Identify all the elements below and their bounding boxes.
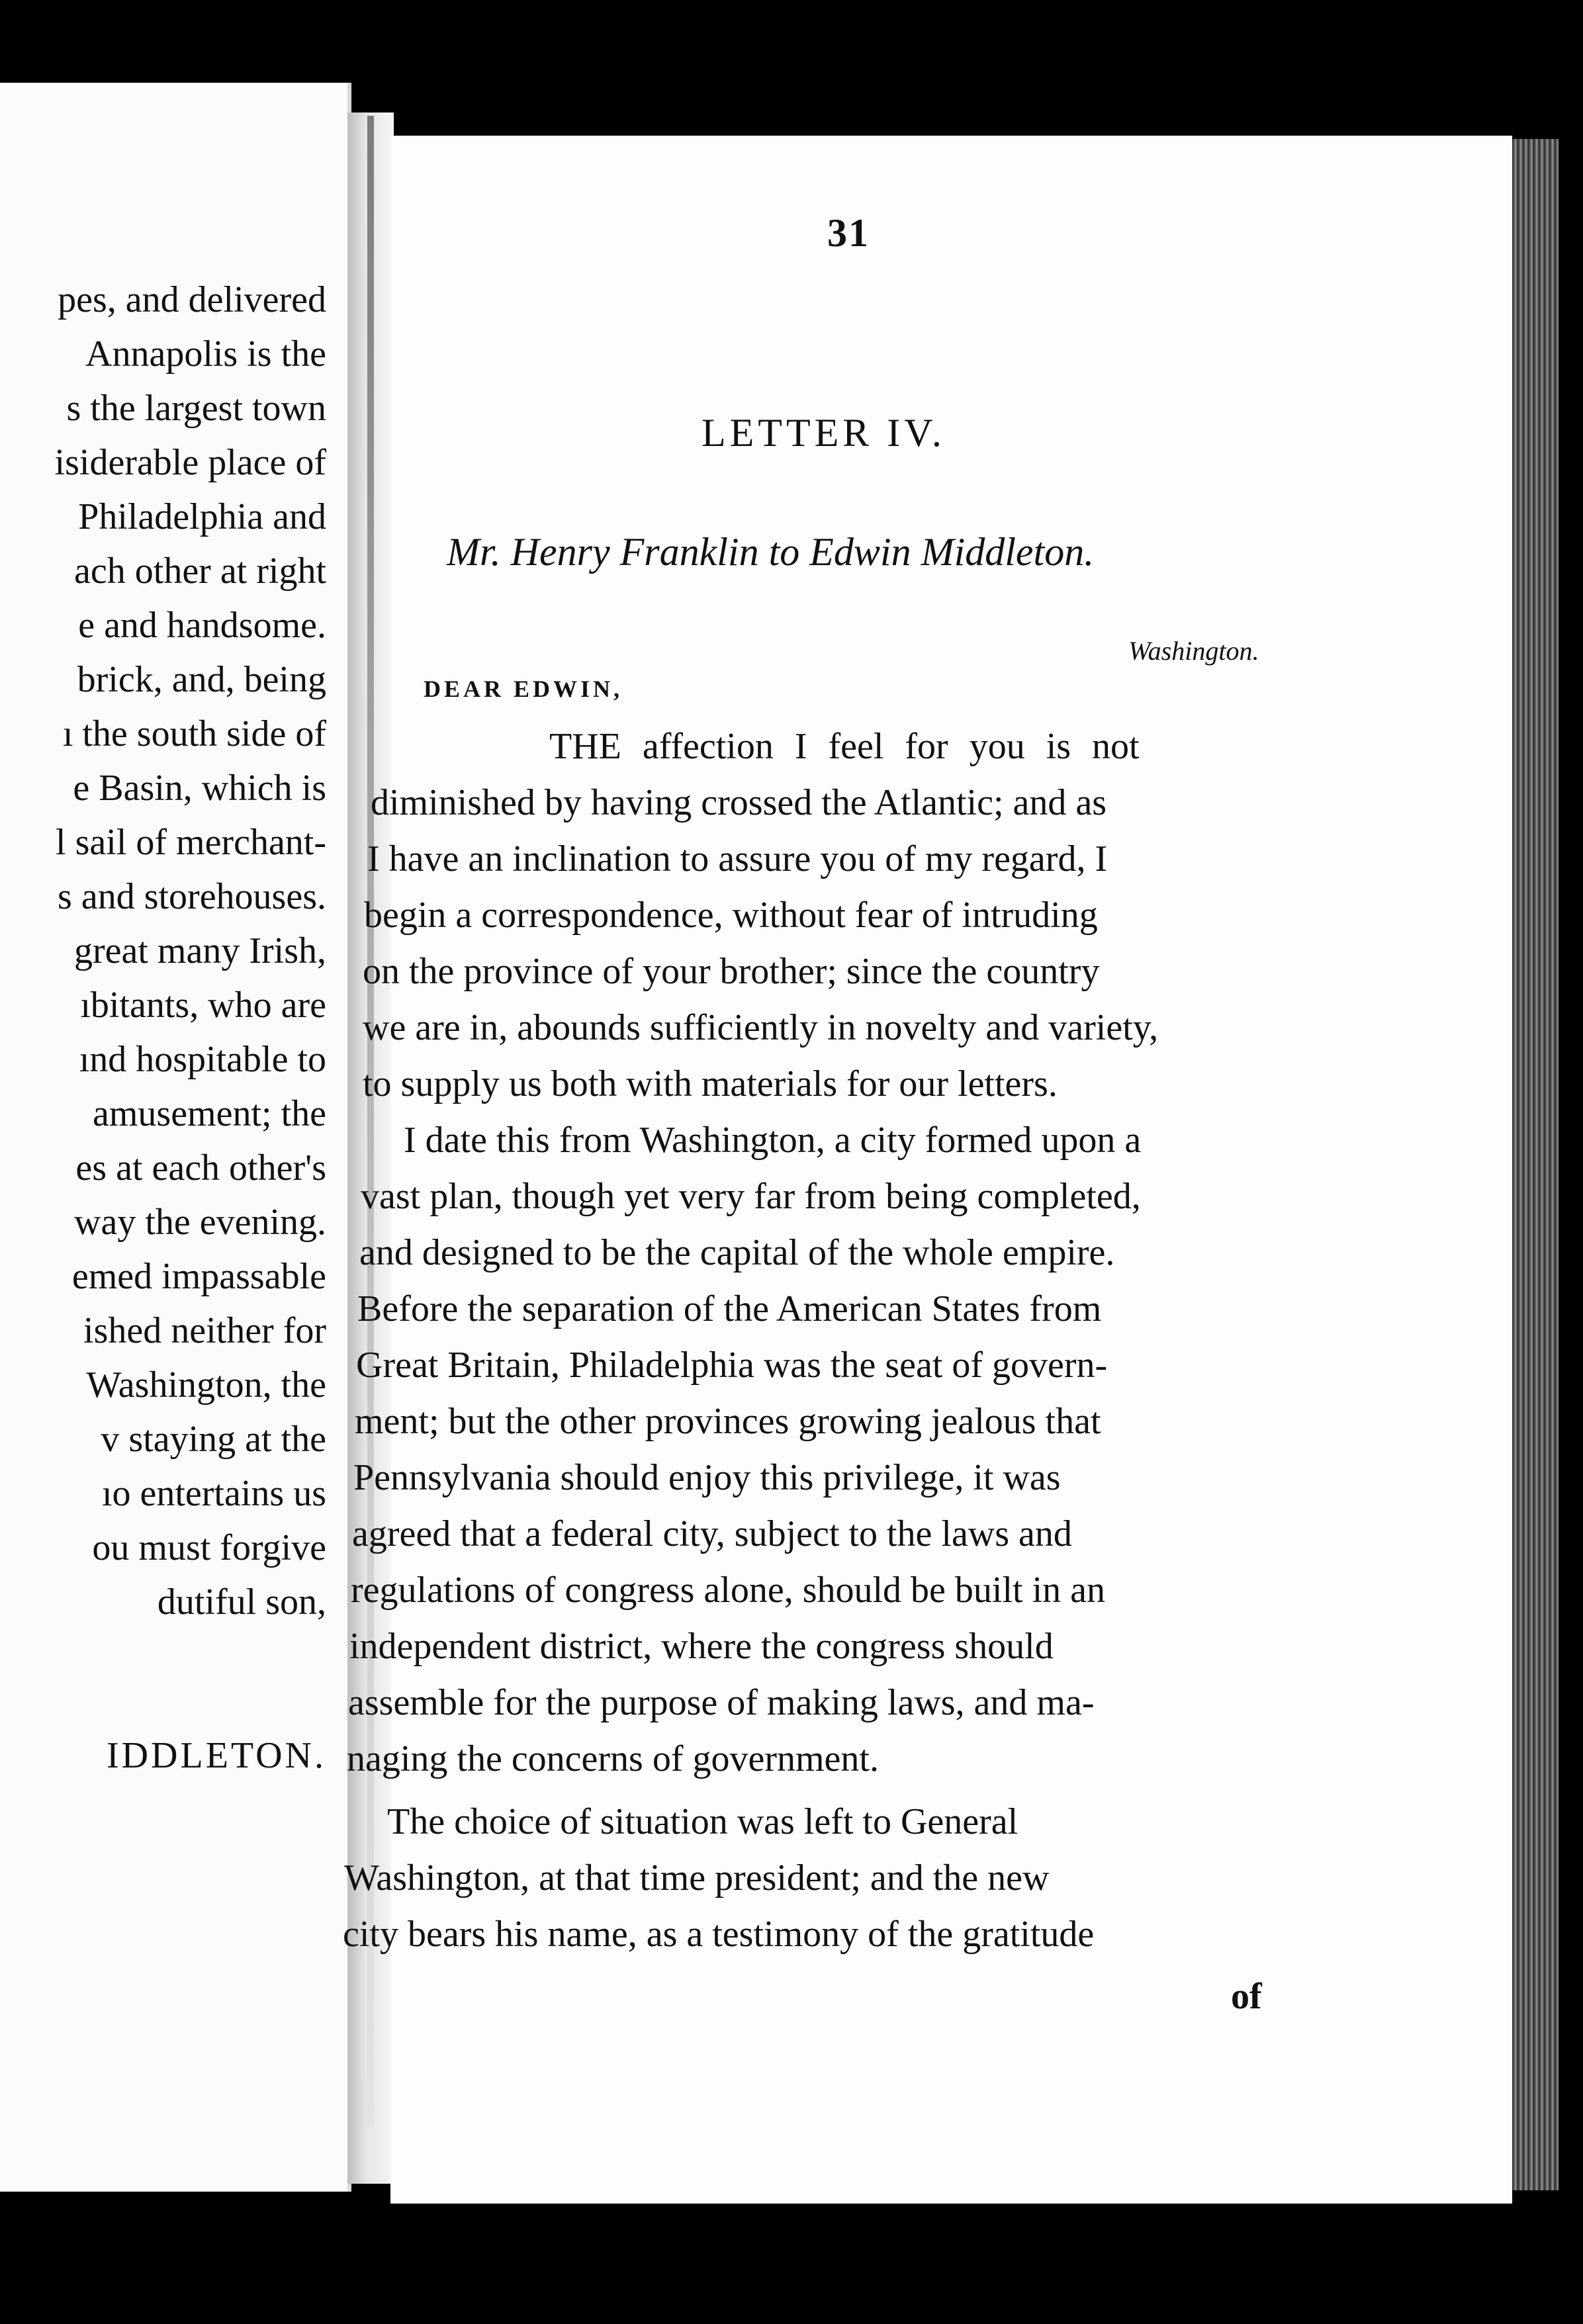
left-page-line: ıbitants, who are [80,985,326,1026]
body-line: Before the separation of the American States from [357,1288,1102,1329]
left-page-line: Annapolis is the [85,334,326,375]
left-page-line: ıo entertains us [101,1473,326,1514]
left-page-line: ınd hospitable to [79,1039,326,1080]
left-page-signature: IDDLETON. [106,1735,326,1776]
body-line: I date this from Washington, a city formed upon a [404,1120,1142,1161]
body-line: naging the concerns of government. [347,1738,879,1779]
left-page-line: e and handsome. [78,605,326,646]
body-line: and designed to be the capital of the whole empire. [359,1232,1115,1273]
body-line: assemble for the purpose of making laws, and ma- [348,1682,1095,1723]
body-line: city bears his name, as a testimony of the gratitude [343,1914,1095,1955]
left-page-line: Philadelphia and [78,496,326,537]
body-line: independent district, where the congress should [349,1626,1054,1667]
left-page-line: ı the south side of [62,713,326,754]
left-page-line: great many Irish, [74,930,326,971]
letter-place: Washington. [1128,636,1259,666]
letter-subtitle: Mr. Henry Franklin to Edwin Middleton. [447,530,1095,574]
left-page-line: pes, and delivered [58,279,326,320]
left-page-line: ou must forgive [92,1527,326,1568]
body-line: The choice of situation was left to General [387,1801,1018,1842]
left-page-line: v staying at the [101,1419,326,1460]
letter-title: LETTER IV. [701,411,946,455]
left-page-line: s the largest town [66,388,326,429]
left-page-line: s and storehouses. [58,876,326,917]
body-line: on the province of your brother; since the country [363,951,1100,992]
gutter-shadow [367,116,374,2127]
body-line: diminished by having crossed the Atlantic; and as [371,782,1107,823]
left-page-line: Washington, the [86,1364,326,1406]
body-line: Washington, at that time president; and the new [344,1857,1050,1899]
catchword: of [1231,1976,1262,2017]
body-line: vast plan, though yet very far from being completed, [361,1176,1141,1217]
body-line: begin a correspondence, without fear of intruding [364,895,1098,936]
page-number: 31 [827,211,870,255]
body-line: Pennsylvania should enjoy this privilege, it was [353,1457,1061,1498]
body-line: to supply us both with materials for our letters. [363,1063,1058,1104]
left-page-line: l sail of merchant- [56,822,326,863]
body-line: THE affection I feel for you is not [549,726,1140,767]
left-page-line: dutiful son, [157,1582,326,1623]
page-edges [1512,139,1559,2190]
body-line: regulations of congress alone, should be built in an [351,1570,1105,1611]
body-line: Great Britain, Philadelphia was the seat of govern- [356,1345,1108,1386]
left-page-line: brick, and, being [77,659,326,700]
left-page [0,83,351,2192]
left-page-line: es at each other's [75,1147,326,1188]
left-page-line: isiderable place of [54,442,326,483]
body-line: agreed that a federal city, subject to the laws and [352,1513,1072,1554]
body-line: ment; but the other provinces growing jealous that [355,1401,1101,1442]
letter-salutation: DEAR EDWIN, [424,676,623,702]
left-page-line: ach other at right [74,551,326,592]
body-line: I have an inclination to assure you of my regard, I [367,838,1108,879]
left-page-line: way the evening. [74,1202,326,1243]
left-page-line: ished neither for [83,1310,326,1351]
left-page-line: e Basin, which is [73,768,326,809]
left-page-line: emed impassable [71,1256,326,1297]
body-line: we are in, abounds sufficiently in novelty and variety, [363,1007,1159,1048]
left-page-line: amusement; the [92,1093,326,1134]
